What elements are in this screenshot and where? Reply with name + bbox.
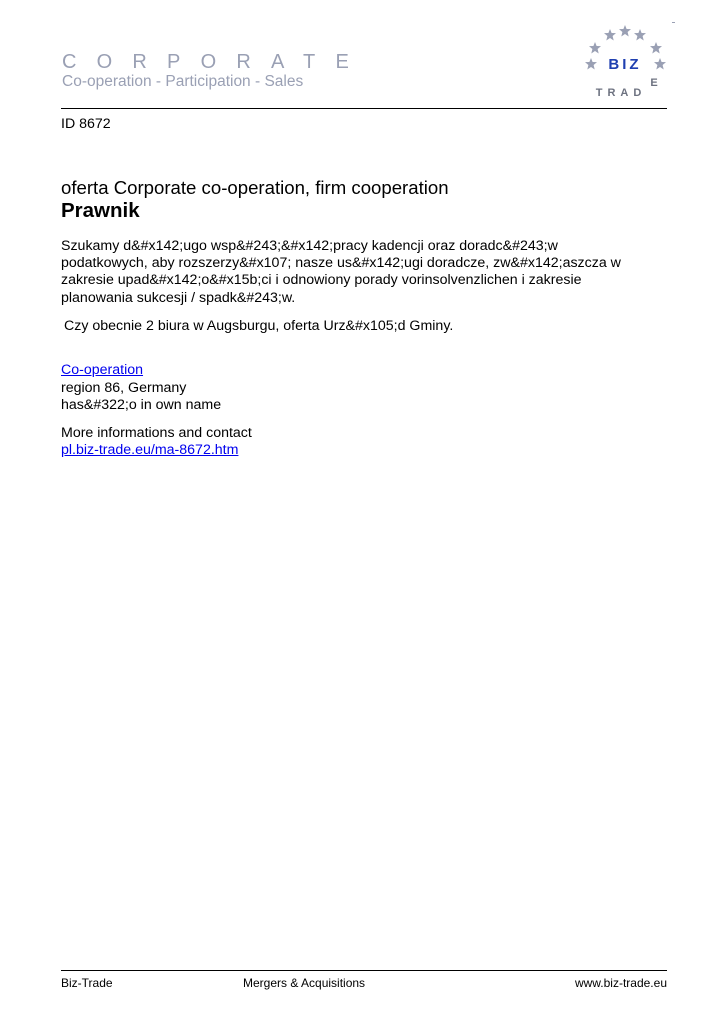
logo-e-letter: E <box>650 77 658 89</box>
offer-title: Prawnik <box>61 199 140 222</box>
offer-description <box>61 238 621 307</box>
offer-category-line: oferta Corporate co-operation, firm cooperation <box>61 177 449 198</box>
header-divider <box>61 108 667 109</box>
offer-id: ID 8672 <box>61 116 111 132</box>
footer-section: Mergers & Acquisitions <box>243 976 366 990</box>
more-info-label: More informations and contact <box>61 425 252 441</box>
brand-title: CORPORATE <box>62 51 369 73</box>
description-line: Szukamy d&#x142;ugo wsp&#243;&#x142;pracy kadencji oraz doradc&#243;w <box>61 238 558 254</box>
contact-link[interactable]: pl.biz-trade.eu/ma-8672.htm <box>61 442 239 458</box>
logo-biz-text: BIZ <box>608 56 642 73</box>
brand-subtitle: Co-operation - Participation - Sales <box>62 73 304 90</box>
footer-divider <box>61 970 667 971</box>
logo-trade-text: TRAD <box>595 87 647 99</box>
region-text: region 86, Germany <box>61 380 187 396</box>
category-link[interactable]: Co-operation <box>61 362 144 378</box>
description-line: podatkowych, aby rozszerzy&#x107; nasze us&#x142;ugi doradcze, zw&#x142;aszcza w <box>61 255 621 272</box>
biz-trade-logo <box>581 20 673 104</box>
footer-brand: Biz-Trade <box>61 976 113 990</box>
footer-website: www.biz-trade.eu <box>574 976 667 990</box>
description-line: planowania sukcesji / spadk&#243;w. <box>61 289 296 306</box>
office-info: Czy obecnie 2 biura w Augsburgu, oferta Urz&#x105;d Gminy. <box>64 318 454 334</box>
description-line: zakresie upad&#x142;o&#x15b;ci i odnowiony porady vorinsolvenzlichen i zakresie <box>61 272 582 289</box>
name-line: has&#322;o in own name <box>61 397 222 413</box>
